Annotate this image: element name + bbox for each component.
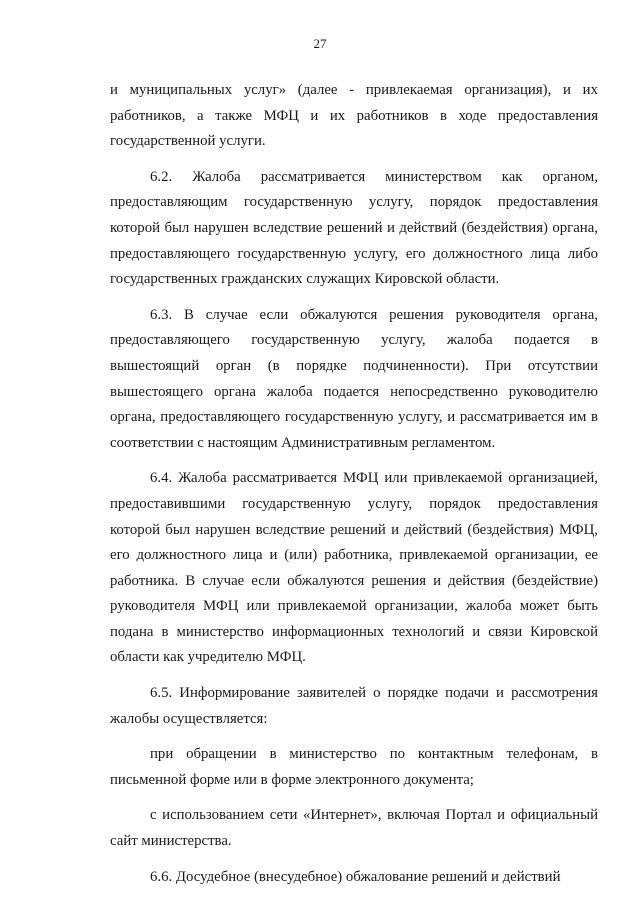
paragraph-continuation: и муниципальных услуг» (далее - привлекаемая организация), и их работников, а также МФЦ и их работников в ходе предоставления государственной услуги.	[110, 82, 598, 150]
paragraph-6-6: 6.6. Досудебное (внесудебное) обжалование решений и действий	[150, 868, 561, 885]
document-body	[110, 78, 598, 890]
page-number: 27	[313, 36, 327, 51]
paragraph-6-3: 6.3. В случае если обжалуются решения руководителя органа, предоставляющего государственную услугу, жалоба подается в вышестоящий орган (в порядке подчиненности). При отсутствии вышестоящего органа жалоба подается непосредственно руководителю органа, предоставляющего государственную услугу, и рассматривается им в соответствии с настоящим Административным регламентом.	[110, 306, 598, 451]
paragraph-6-2: 6.2. Жалоба рассматривается министерством как органом, предоставляющим государственную услугу, порядок предоставления которой был нарушен вследствие решений и действий (бездействия) органа, предоставляющего государственную услугу, его должностного лица либо государственных гражданских служащих Кировской области.	[110, 168, 598, 288]
paragraph-6-4: 6.4. Жалоба рассматривается МФЦ или привлекаемой организацией, предоставившими государственную услугу, порядок предоставления которой был нарушен вследствие решений и действий (бездействия) МФЦ, его должностного лица и (или) работника, привлекаемой организации, ее работника. В случае если обжалуются решения и действия (бездействие) руководителя МФЦ или привлекаемой организации, жалоба может быть подана в министерство информационных технологий и связи Кировской области как учредителю МФЦ.	[110, 470, 598, 666]
paragraph-6-5-internet: с использованием сети «Интернет», включая Портал и официальный сайт министерства.	[110, 807, 598, 850]
paragraph-6-5: 6.5. Информирование заявителей о порядке подачи и рассмотрения жалобы осуществляется:	[110, 685, 598, 727]
paragraph-6-5-phone: при обращении в министерство по контактным телефонам, в письменной форме или в форме электронного документа;	[110, 746, 598, 788]
